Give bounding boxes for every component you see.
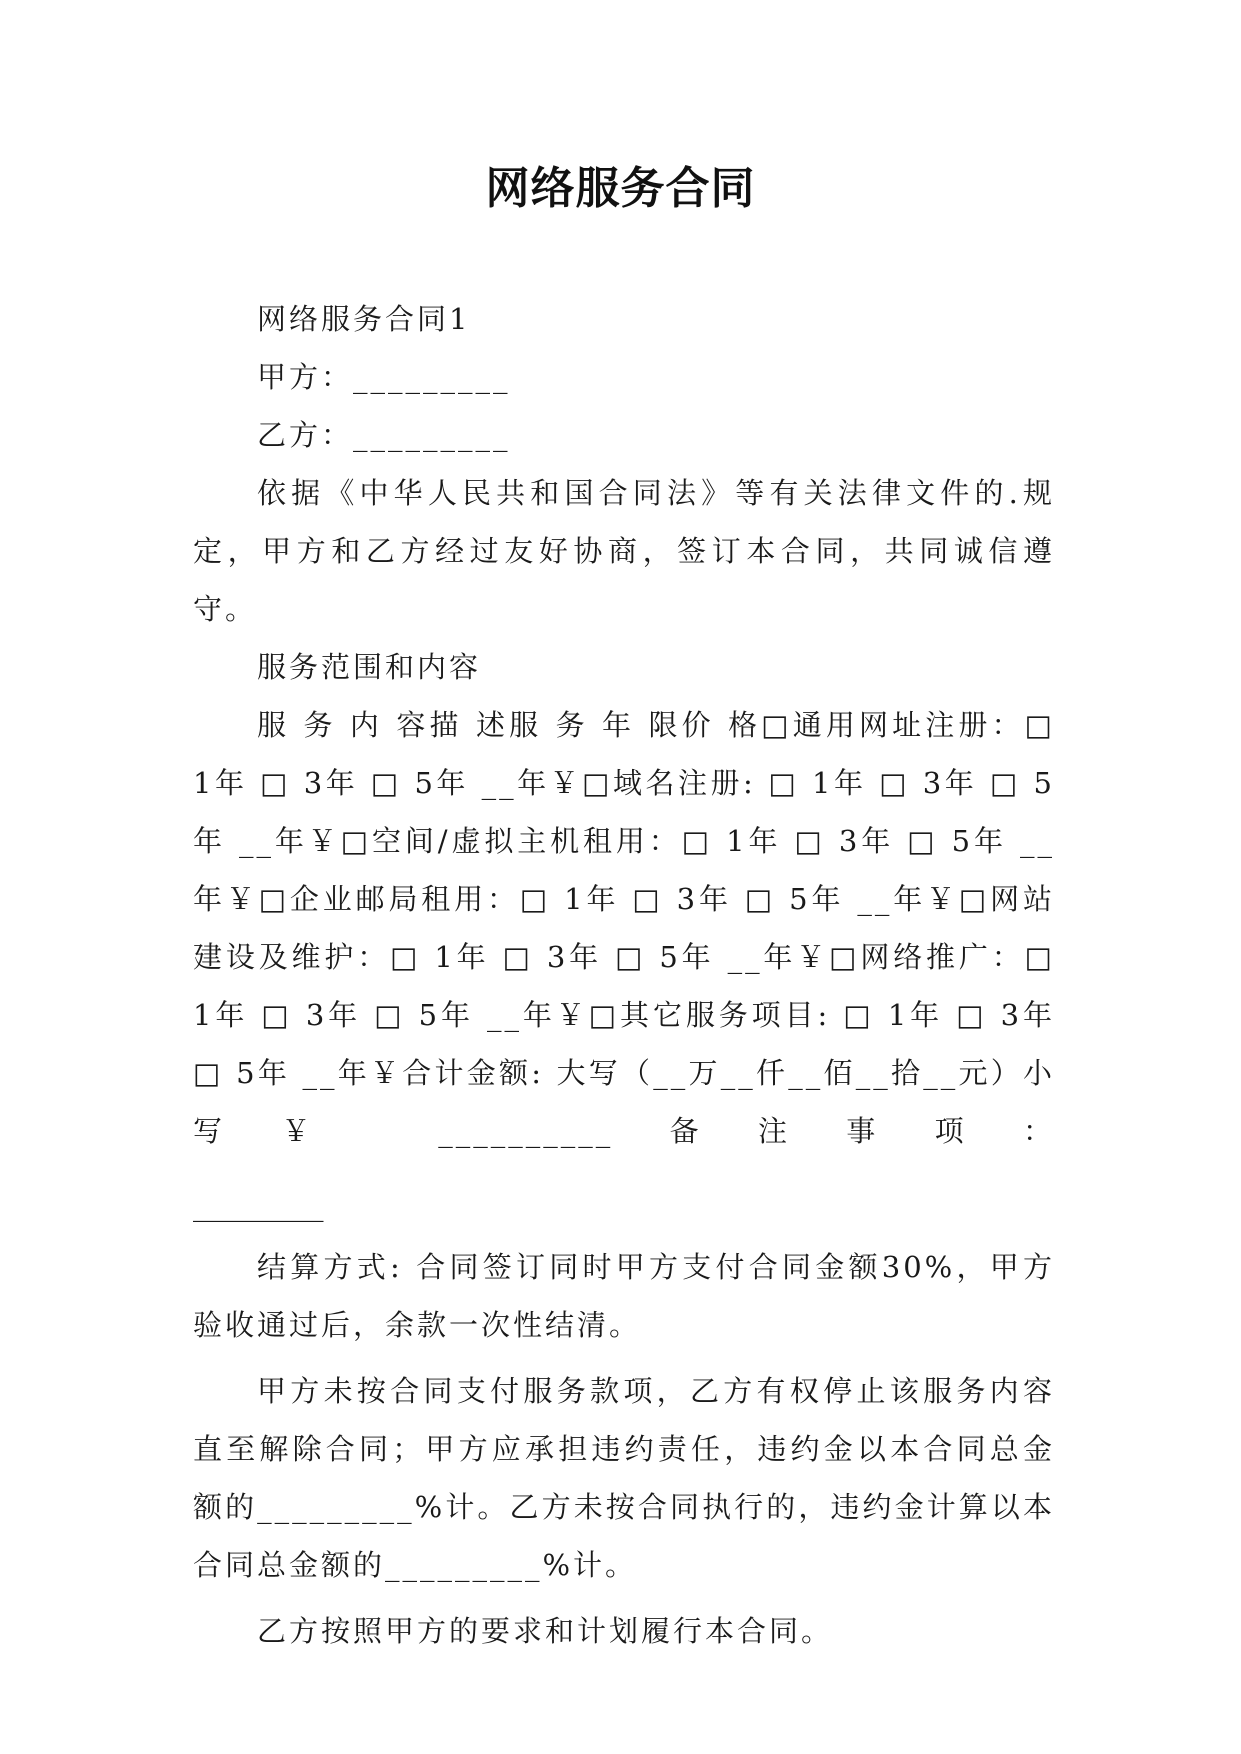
subtitle-line: 网络服务合同1: [257, 302, 471, 336]
settlement-paragraph: 结算方式: 合同签订同时甲方支付合同金额30%，甲方验收通过后，余款一次性结清。: [193, 1250, 1055, 1342]
party-b-line: 乙方：_________: [257, 418, 511, 452]
breach-paragraph: 甲方未按合同支付服务款项，乙方有权停止该服务内容直至解除合同；甲方应承担违约责任，违约金以本合同总金额的_________%计。乙方未按合同执行的，违约金计算以本合同总金额的_________%计。: [193, 1374, 1055, 1582]
section-heading: 服务范围和内容: [257, 650, 482, 684]
party-a-line: 甲方：_________: [257, 360, 511, 394]
services-blank: _________: [193, 1188, 324, 1222]
preamble-paragraph: 依据《中华人民共和国合同法》等有关法律文件的.规定，甲方和乙方经过友好协商，签订本合同，共同诚信遵守。: [193, 476, 1055, 626]
services-blank-line: [193, 1160, 1055, 1222]
performance-paragraph: 乙方按照甲方的要求和计划履行本合同。: [257, 1614, 834, 1648]
document-title: 网络服务合同: [485, 163, 756, 214]
document-body: [193, 290, 1055, 1660]
services-paragraph: 服 务 内 容描 述服 务 年 限价 格□通用网址注册：□ 1年 □ 3年 □ 5年 __年￥□域名注册: □ 1年 □ 3年 □ 5年 __年￥□空间/虚拟主机租用：□ 1年 □ 3年 □ 5年 __年￥□企业邮局租用：□ 1年 □ 3年 □ 5年 __年￥□网站建设及维护：□ 1年 □ 3年 □ 5年 __年￥□网络推广：□ 1年 □ 3年 □ 5年 __年￥□其它服务项目: □ 1年 □ 3年 □ 5年 __年￥合计金额: 大写（__万__仟__佰__拾__元）小写￥ __________备注事项：: [193, 708, 1055, 1148]
